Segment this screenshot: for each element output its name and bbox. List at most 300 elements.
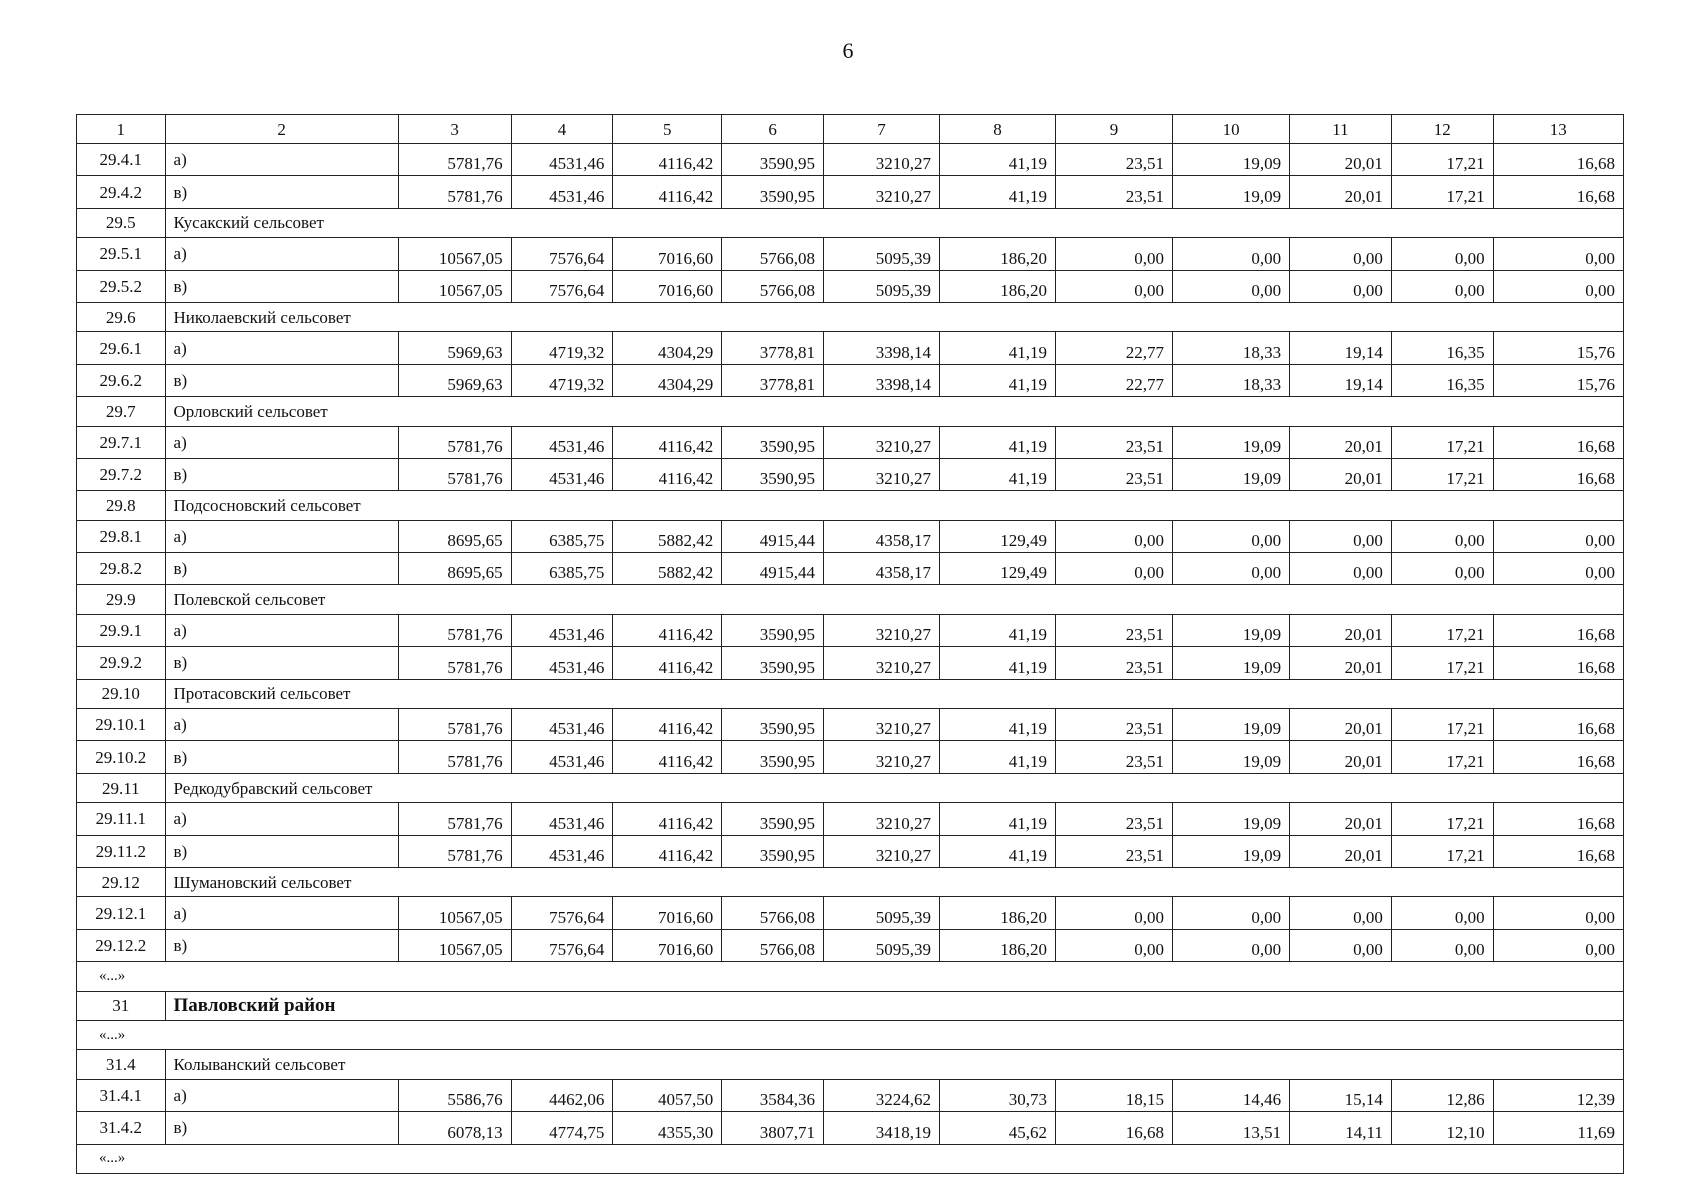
value-cell: 0,00 [1173, 270, 1290, 302]
data-row [77, 364, 1624, 396]
value-cell: 16,68 [1493, 709, 1623, 741]
value-cell: 17,21 [1391, 709, 1493, 741]
value-cell: 41,19 [940, 614, 1056, 646]
row-code: 29.4.2 [77, 176, 166, 208]
value-cell: 4355,30 [613, 1112, 722, 1144]
header-cell: 11 [1290, 115, 1392, 144]
row-code: 29.6.2 [77, 364, 166, 396]
value-cell: 4116,42 [613, 426, 722, 458]
value-cell: 0,00 [1056, 238, 1173, 270]
value-cell: 7576,64 [511, 238, 613, 270]
value-cell: 16,68 [1056, 1112, 1173, 1144]
value-cell: 5781,76 [398, 458, 511, 490]
value-cell: 5781,76 [398, 709, 511, 741]
value-cell: 186,20 [940, 929, 1056, 961]
value-cell: 4116,42 [613, 176, 722, 208]
section-row [77, 397, 1624, 426]
value-cell: 20,01 [1290, 426, 1392, 458]
value-cell: 129,49 [940, 553, 1056, 585]
value-cell: 3210,27 [823, 835, 939, 867]
header-cell: 3 [398, 115, 511, 144]
value-cell: 3584,36 [722, 1079, 824, 1111]
value-cell: 12,39 [1493, 1079, 1623, 1111]
value-cell: 41,19 [940, 741, 1056, 773]
row-variant: а) [165, 1079, 398, 1111]
value-cell: 3590,95 [722, 741, 824, 773]
value-cell: 23,51 [1056, 176, 1173, 208]
value-cell: 16,35 [1391, 332, 1493, 364]
value-cell: 17,21 [1391, 176, 1493, 208]
value-cell: 0,00 [1391, 270, 1493, 302]
data-row [77, 1112, 1624, 1144]
value-cell: 4531,46 [511, 647, 613, 679]
value-cell: 5781,76 [398, 835, 511, 867]
row-code: 29.12.2 [77, 929, 166, 961]
value-cell: 4304,29 [613, 332, 722, 364]
value-cell: 5882,42 [613, 520, 722, 552]
value-cell: 17,21 [1391, 144, 1493, 176]
value-cell: 17,21 [1391, 741, 1493, 773]
value-cell: 12,10 [1391, 1112, 1493, 1144]
value-cell: 16,68 [1493, 458, 1623, 490]
value-cell: 23,51 [1056, 614, 1173, 646]
value-cell: 19,09 [1173, 647, 1290, 679]
value-cell: 0,00 [1493, 520, 1623, 552]
value-cell: 3590,95 [722, 803, 824, 835]
value-cell: 16,68 [1493, 647, 1623, 679]
row-code: 29.9.1 [77, 614, 166, 646]
value-cell: 3210,27 [823, 426, 939, 458]
value-cell: 10567,05 [398, 897, 511, 929]
value-cell: 7576,64 [511, 897, 613, 929]
value-cell: 0,00 [1173, 929, 1290, 961]
row-variant: в) [165, 176, 398, 208]
value-cell: 12,86 [1391, 1079, 1493, 1111]
value-cell: 16,68 [1493, 741, 1623, 773]
value-cell: 5095,39 [823, 929, 939, 961]
value-cell: 3224,62 [823, 1079, 939, 1111]
header-cell: 8 [940, 115, 1056, 144]
value-cell: 4531,46 [511, 176, 613, 208]
value-cell: 4116,42 [613, 803, 722, 835]
value-cell: 6385,75 [511, 553, 613, 585]
value-cell: 4774,75 [511, 1112, 613, 1144]
value-cell: 4531,46 [511, 144, 613, 176]
value-cell: 4531,46 [511, 458, 613, 490]
value-cell: 15,14 [1290, 1079, 1392, 1111]
data-row [77, 520, 1624, 552]
value-cell: 5781,76 [398, 614, 511, 646]
value-cell: 7576,64 [511, 270, 613, 302]
data-row [77, 458, 1624, 490]
value-cell: 17,21 [1391, 426, 1493, 458]
value-cell: 22,77 [1056, 332, 1173, 364]
value-cell: 16,68 [1493, 144, 1623, 176]
section-title: Колыванский сельсовет [165, 1050, 1623, 1079]
value-cell: 41,19 [940, 332, 1056, 364]
value-cell: 6078,13 [398, 1112, 511, 1144]
value-cell: 41,19 [940, 709, 1056, 741]
row-code: 31.4.2 [77, 1112, 166, 1144]
value-cell: 20,01 [1290, 614, 1392, 646]
data-row [77, 897, 1624, 929]
row-variant: а) [165, 614, 398, 646]
value-cell: 19,09 [1173, 741, 1290, 773]
row-code: 29.11.1 [77, 803, 166, 835]
section-title: Редкодубравский сельсовет [165, 773, 1623, 802]
section-code: 29.8 [77, 491, 166, 520]
value-cell: 3590,95 [722, 144, 824, 176]
value-cell: 41,19 [940, 835, 1056, 867]
value-cell: 4915,44 [722, 520, 824, 552]
value-cell: 20,01 [1290, 144, 1392, 176]
header-cell: 9 [1056, 115, 1173, 144]
value-cell: 41,19 [940, 364, 1056, 396]
data-row [77, 929, 1624, 961]
value-cell: 4531,46 [511, 741, 613, 773]
omission-mark: «...» [77, 962, 1624, 991]
value-cell: 5095,39 [823, 270, 939, 302]
row-code: 31.4.1 [77, 1079, 166, 1111]
value-cell: 0,00 [1173, 238, 1290, 270]
page-number: 6 [842, 38, 854, 63]
value-cell: 3210,27 [823, 176, 939, 208]
row-variant: а) [165, 709, 398, 741]
district-title: Павловский район [165, 991, 1623, 1020]
value-cell: 4915,44 [722, 553, 824, 585]
section-code: 31.4 [77, 1050, 166, 1079]
value-cell: 19,09 [1173, 458, 1290, 490]
data-row [77, 176, 1624, 208]
value-cell: 15,76 [1493, 364, 1623, 396]
value-cell: 5781,76 [398, 426, 511, 458]
value-cell: 17,21 [1391, 803, 1493, 835]
value-cell: 14,46 [1173, 1079, 1290, 1111]
value-cell: 0,00 [1391, 520, 1493, 552]
data-row [77, 709, 1624, 741]
header-cell: 13 [1493, 115, 1623, 144]
value-cell: 4116,42 [613, 614, 722, 646]
value-cell: 23,51 [1056, 144, 1173, 176]
value-cell: 4116,42 [613, 741, 722, 773]
header-cell: 6 [722, 115, 824, 144]
row-code: 29.7.2 [77, 458, 166, 490]
value-cell: 4531,46 [511, 709, 613, 741]
value-cell: 7016,60 [613, 270, 722, 302]
value-cell: 4719,32 [511, 332, 613, 364]
value-cell: 8695,65 [398, 520, 511, 552]
value-cell: 4057,50 [613, 1079, 722, 1111]
value-cell: 0,00 [1056, 929, 1173, 961]
tariff-table [76, 114, 1624, 1174]
section-row [77, 491, 1624, 520]
value-cell: 19,09 [1173, 835, 1290, 867]
value-cell: 186,20 [940, 897, 1056, 929]
value-cell: 23,51 [1056, 458, 1173, 490]
value-cell: 4358,17 [823, 553, 939, 585]
row-variant: а) [165, 144, 398, 176]
value-cell: 3210,27 [823, 803, 939, 835]
value-cell: 0,00 [1056, 897, 1173, 929]
value-cell: 4531,46 [511, 426, 613, 458]
section-code: 29.12 [77, 867, 166, 896]
value-cell: 5766,08 [722, 270, 824, 302]
value-cell: 186,20 [940, 238, 1056, 270]
row-code: 29.8.2 [77, 553, 166, 585]
section-title: Николаевский сельсовет [165, 302, 1623, 331]
value-cell: 41,19 [940, 647, 1056, 679]
value-cell: 3210,27 [823, 709, 939, 741]
data-row [77, 1079, 1624, 1111]
ellipsis-row [77, 962, 1624, 991]
section-row [77, 585, 1624, 614]
value-cell: 45,62 [940, 1112, 1056, 1144]
value-cell: 5766,08 [722, 238, 824, 270]
header-cell: 7 [823, 115, 939, 144]
row-variant: в) [165, 741, 398, 773]
value-cell: 5781,76 [398, 803, 511, 835]
value-cell: 0,00 [1493, 897, 1623, 929]
value-cell: 3398,14 [823, 364, 939, 396]
omission-mark: «...» [77, 1144, 1624, 1173]
row-variant: в) [165, 929, 398, 961]
value-cell: 18,33 [1173, 364, 1290, 396]
value-cell: 0,00 [1493, 553, 1623, 585]
value-cell: 4531,46 [511, 614, 613, 646]
value-cell: 20,01 [1290, 458, 1392, 490]
section-row [77, 1050, 1624, 1079]
section-title: Кусакский сельсовет [165, 208, 1623, 237]
value-cell: 5781,76 [398, 176, 511, 208]
value-cell: 14,11 [1290, 1112, 1392, 1144]
value-cell: 4462,06 [511, 1079, 613, 1111]
value-cell: 0,00 [1391, 553, 1493, 585]
ellipsis-row [77, 1144, 1624, 1173]
value-cell: 0,00 [1290, 520, 1392, 552]
value-cell: 4531,46 [511, 803, 613, 835]
value-cell: 0,00 [1056, 553, 1173, 585]
value-cell: 5781,76 [398, 144, 511, 176]
value-cell: 23,51 [1056, 426, 1173, 458]
value-cell: 0,00 [1493, 270, 1623, 302]
value-cell: 4116,42 [613, 709, 722, 741]
district-row [77, 991, 1624, 1020]
section-code: 29.5 [77, 208, 166, 237]
value-cell: 0,00 [1173, 553, 1290, 585]
table-body [77, 144, 1624, 1174]
value-cell: 41,19 [940, 458, 1056, 490]
value-cell: 3590,95 [722, 647, 824, 679]
value-cell: 8695,65 [398, 553, 511, 585]
value-cell: 19,09 [1173, 709, 1290, 741]
value-cell: 19,14 [1290, 332, 1392, 364]
value-cell: 16,68 [1493, 614, 1623, 646]
row-variant: а) [165, 803, 398, 835]
value-cell: 5781,76 [398, 741, 511, 773]
value-cell: 5969,63 [398, 364, 511, 396]
data-row [77, 647, 1624, 679]
row-code: 29.4.1 [77, 144, 166, 176]
row-variant: в) [165, 270, 398, 302]
data-row [77, 238, 1624, 270]
row-code: 29.9.2 [77, 647, 166, 679]
row-variant: в) [165, 835, 398, 867]
value-cell: 3590,95 [722, 614, 824, 646]
value-cell: 0,00 [1290, 553, 1392, 585]
value-cell: 19,09 [1173, 426, 1290, 458]
value-cell: 17,21 [1391, 458, 1493, 490]
section-code: 29.6 [77, 302, 166, 331]
section-code: 29.9 [77, 585, 166, 614]
value-cell: 17,21 [1391, 647, 1493, 679]
value-cell: 0,00 [1290, 929, 1392, 961]
value-cell: 19,09 [1173, 176, 1290, 208]
value-cell: 7016,60 [613, 897, 722, 929]
value-cell: 23,51 [1056, 741, 1173, 773]
value-cell: 18,33 [1173, 332, 1290, 364]
value-cell: 3210,27 [823, 144, 939, 176]
value-cell: 186,20 [940, 270, 1056, 302]
value-cell: 11,69 [1493, 1112, 1623, 1144]
value-cell: 10567,05 [398, 270, 511, 302]
value-cell: 3210,27 [823, 647, 939, 679]
section-code: 29.7 [77, 397, 166, 426]
section-row [77, 302, 1624, 331]
value-cell: 4719,32 [511, 364, 613, 396]
value-cell: 5586,76 [398, 1079, 511, 1111]
value-cell: 19,09 [1173, 803, 1290, 835]
section-row [77, 773, 1624, 802]
value-cell: 19,09 [1173, 614, 1290, 646]
value-cell: 4116,42 [613, 647, 722, 679]
value-cell: 16,68 [1493, 426, 1623, 458]
value-cell: 16,35 [1391, 364, 1493, 396]
section-row [77, 679, 1624, 708]
value-cell: 10567,05 [398, 238, 511, 270]
district-code: 31 [77, 991, 166, 1020]
value-cell: 3210,27 [823, 614, 939, 646]
value-cell: 0,00 [1173, 520, 1290, 552]
value-cell: 4531,46 [511, 835, 613, 867]
value-cell: 41,19 [940, 176, 1056, 208]
row-variant: в) [165, 458, 398, 490]
header-cell: 1 [77, 115, 166, 144]
section-title: Полевской сельсовет [165, 585, 1623, 614]
value-cell: 0,00 [1290, 897, 1392, 929]
data-row [77, 426, 1624, 458]
value-cell: 0,00 [1391, 897, 1493, 929]
section-title: Протасовский сельсовет [165, 679, 1623, 708]
data-row [77, 803, 1624, 835]
section-row [77, 208, 1624, 237]
value-cell: 20,01 [1290, 709, 1392, 741]
row-variant: в) [165, 1112, 398, 1144]
data-row [77, 741, 1624, 773]
value-cell: 41,19 [940, 426, 1056, 458]
header-cell: 10 [1173, 115, 1290, 144]
value-cell: 0,00 [1493, 929, 1623, 961]
value-cell: 129,49 [940, 520, 1056, 552]
value-cell: 3590,95 [722, 458, 824, 490]
value-cell: 0,00 [1493, 238, 1623, 270]
value-cell: 7016,60 [613, 238, 722, 270]
value-cell: 7016,60 [613, 929, 722, 961]
data-row [77, 835, 1624, 867]
row-code: 29.5.1 [77, 238, 166, 270]
row-variant: а) [165, 238, 398, 270]
value-cell: 20,01 [1290, 835, 1392, 867]
value-cell: 10567,05 [398, 929, 511, 961]
value-cell: 5969,63 [398, 332, 511, 364]
value-cell: 0,00 [1391, 929, 1493, 961]
value-cell: 0,00 [1173, 897, 1290, 929]
value-cell: 16,68 [1493, 803, 1623, 835]
value-cell: 0,00 [1290, 270, 1392, 302]
row-code: 29.10.1 [77, 709, 166, 741]
row-code: 29.5.2 [77, 270, 166, 302]
value-cell: 4116,42 [613, 458, 722, 490]
value-cell: 3398,14 [823, 332, 939, 364]
row-code: 29.10.2 [77, 741, 166, 773]
section-code: 29.11 [77, 773, 166, 802]
section-row [77, 867, 1624, 896]
value-cell: 16,68 [1493, 176, 1623, 208]
value-cell: 19,09 [1173, 144, 1290, 176]
value-cell: 17,21 [1391, 614, 1493, 646]
section-title: Подсосновский сельсовет [165, 491, 1623, 520]
value-cell: 23,51 [1056, 647, 1173, 679]
value-cell: 3210,27 [823, 458, 939, 490]
ellipsis-row [77, 1020, 1624, 1049]
value-cell: 3778,81 [722, 332, 824, 364]
value-cell: 22,77 [1056, 364, 1173, 396]
value-cell: 0,00 [1391, 238, 1493, 270]
value-cell: 20,01 [1290, 176, 1392, 208]
row-code: 29.11.2 [77, 835, 166, 867]
value-cell: 20,01 [1290, 741, 1392, 773]
section-title: Шумановский сельсовет [165, 867, 1623, 896]
value-cell: 23,51 [1056, 803, 1173, 835]
value-cell: 23,51 [1056, 835, 1173, 867]
row-code: 29.6.1 [77, 332, 166, 364]
data-row [77, 553, 1624, 585]
value-cell: 3590,95 [722, 835, 824, 867]
header-cell: 5 [613, 115, 722, 144]
value-cell: 4116,42 [613, 144, 722, 176]
value-cell: 16,68 [1493, 835, 1623, 867]
value-cell: 4304,29 [613, 364, 722, 396]
value-cell: 3807,71 [722, 1112, 824, 1144]
row-variant: в) [165, 364, 398, 396]
row-variant: в) [165, 647, 398, 679]
row-code: 29.8.1 [77, 520, 166, 552]
value-cell: 30,73 [940, 1079, 1056, 1111]
row-code: 29.12.1 [77, 897, 166, 929]
data-row [77, 144, 1624, 176]
data-row [77, 332, 1624, 364]
row-variant: а) [165, 426, 398, 458]
value-cell: 0,00 [1290, 238, 1392, 270]
value-cell: 41,19 [940, 803, 1056, 835]
value-cell: 23,51 [1056, 709, 1173, 741]
value-cell: 41,19 [940, 144, 1056, 176]
value-cell: 3210,27 [823, 741, 939, 773]
value-cell: 0,00 [1056, 520, 1173, 552]
row-variant: в) [165, 553, 398, 585]
value-cell: 4358,17 [823, 520, 939, 552]
row-variant: а) [165, 332, 398, 364]
header-row [77, 115, 1624, 144]
